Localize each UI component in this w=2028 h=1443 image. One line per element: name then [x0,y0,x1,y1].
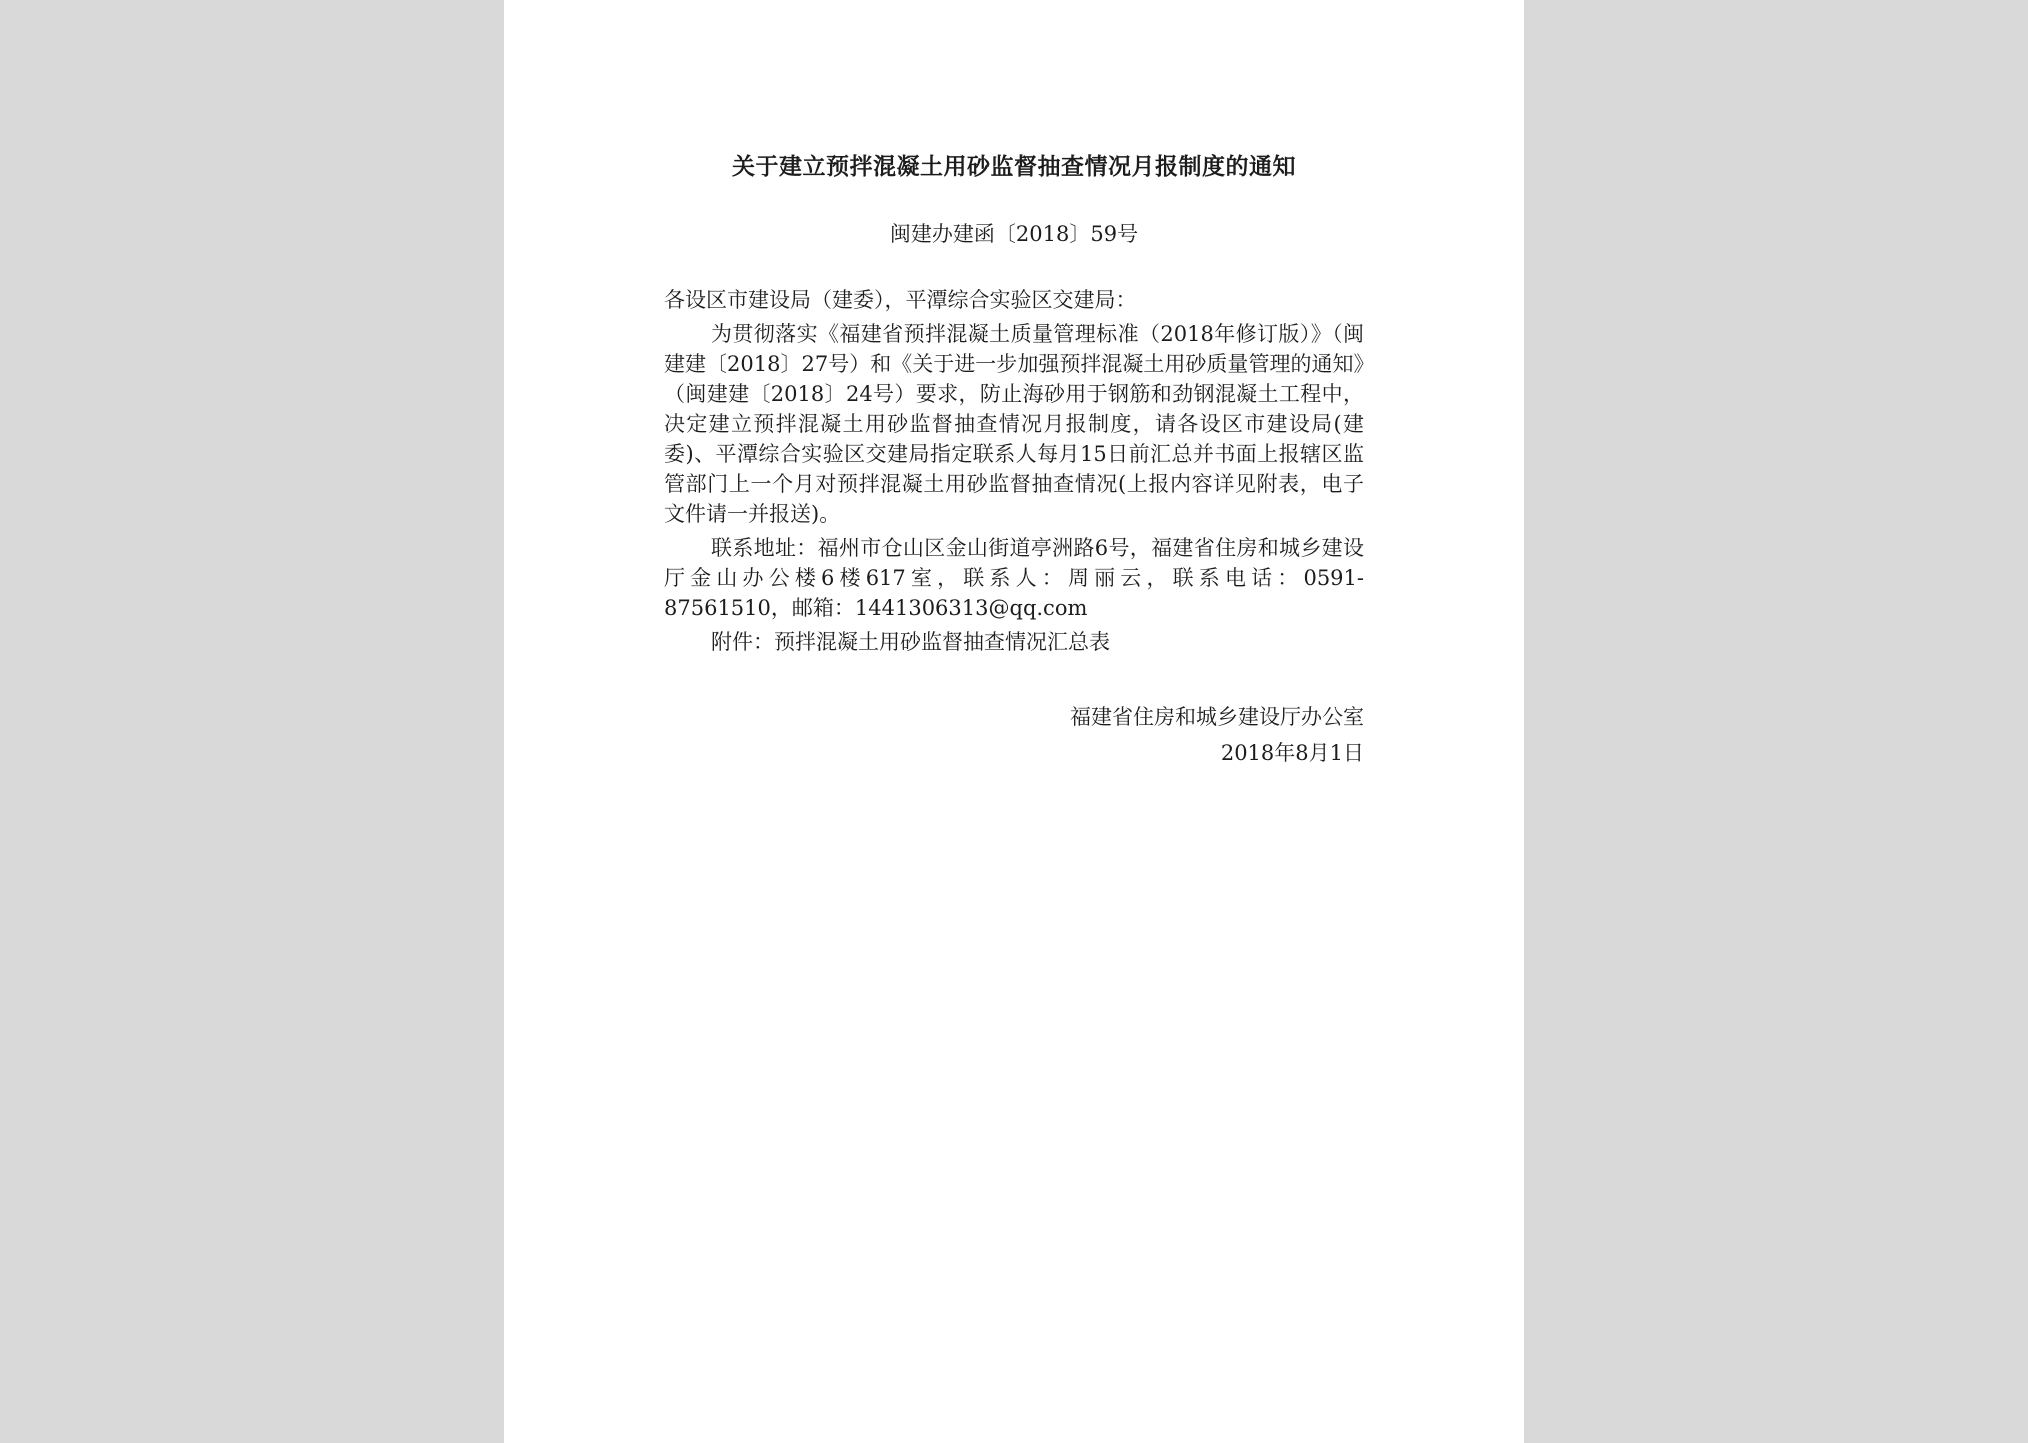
document-number: 闽建办建函〔2018〕59号 [889,222,1139,246]
document-content [664,150,1364,771]
body-paragraph-attachment: 附件：预拌混凝土用砂监督抽查情况汇总表 [711,630,1110,654]
body-paragraph-contact: 联系地址：福州市仓山区金山街道亭洲路6号，福建省住房和城乡建设厅金山办公楼6楼617室，联系人：周丽云，联系电话：0591-87561510，邮箱：1441306313@qq.com [664,536,1364,620]
signature-date: 2018年8月1日 [1220,741,1364,765]
signature-organization: 福建省住房和城乡建设厅办公室 [1070,705,1364,729]
document-page [504,0,1524,1443]
recipient-line: 各设区市建设局（建委），平潭综合实验区交建局： [664,288,1137,312]
body-paragraph-main: 为贯彻落实《福建省预拌混凝土质量管理标准（2018年修订版）》（闽建建〔2018〕27号）和《关于进一步加强预拌混凝土用砂质量管理的通知》（闽建建〔2018〕24号）要求，防止海砂用于钢筋和劲钢混凝土工程中，决定建立预拌混凝土用砂监督抽查情况月报制度，请各设区市建设局(建委)、平潭综合实验区交建局指定联系人每月15日前汇总并书面上报辖区监管部门上一个月对预拌混凝土用砂监督抽查情况(上报内容详见附表，电子文件请一并报送)。 [664,322,1364,526]
document-title: 关于建立预拌混凝土用砂监督抽查情况月报制度的通知 [732,154,1296,180]
